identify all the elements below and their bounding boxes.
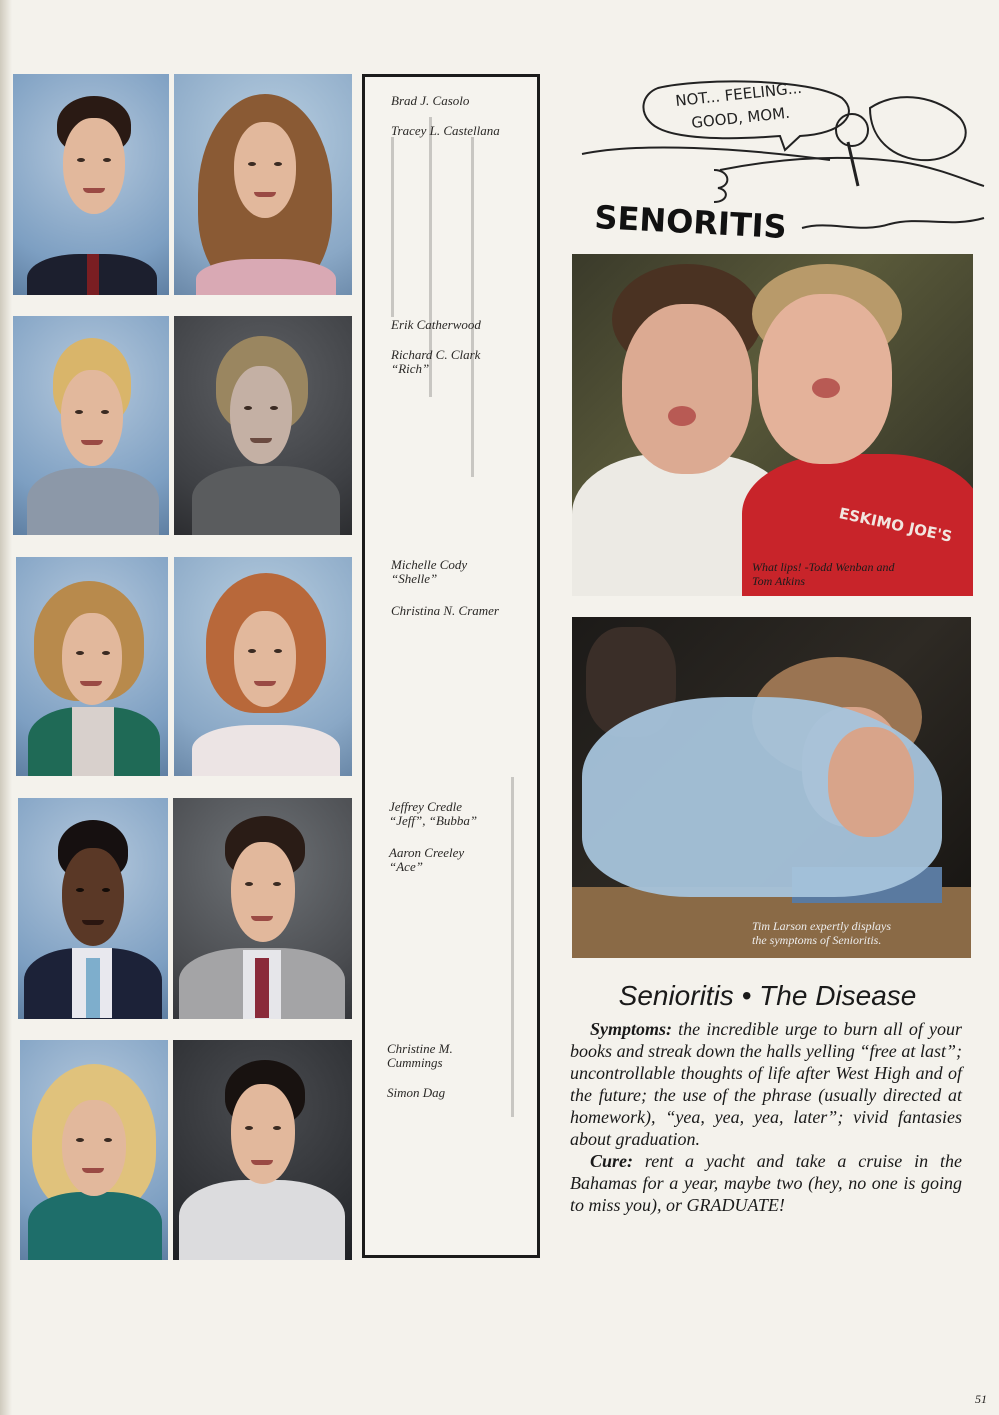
name-simon-dag: Simon Dag bbox=[387, 1085, 446, 1100]
cartoon-drawing bbox=[580, 78, 992, 248]
portrait-richard-clark bbox=[174, 316, 352, 535]
photo-caption-line2: the symptoms of Senioritis. bbox=[752, 933, 882, 947]
symptoms-paragraph bbox=[570, 1018, 962, 1150]
nickname-aaron-creeley: “Ace” bbox=[389, 859, 423, 874]
page-number: 51 bbox=[975, 1392, 987, 1406]
nickname-richard-clark: “Rich” bbox=[391, 361, 430, 376]
symptoms-text: the incredible urge to burn all of your books and streak down the halls yelling “free at last”; uncontrollable thoughts of life after West High and of the future; the use of the phrase (usually directed at homework), “yea, yea, yea, later”; vivid fantasies about graduation. bbox=[570, 1019, 962, 1149]
name-jeffrey-credle: Jeffrey Credle bbox=[389, 799, 463, 814]
page-gutter-shadow bbox=[0, 0, 12, 1415]
portrait-christina-cramer bbox=[174, 557, 352, 776]
nickname-michelle-cody: “Shelle” bbox=[391, 571, 438, 586]
article-body bbox=[570, 1018, 962, 1216]
photo-tim-larson bbox=[572, 617, 971, 958]
article-title: Senioritis • The Disease bbox=[618, 980, 917, 1011]
senioritis-cartoon bbox=[580, 78, 992, 248]
person-left-face bbox=[622, 304, 752, 474]
sleeping-boy-face-front bbox=[828, 727, 914, 837]
portrait-jeffrey-credle bbox=[18, 798, 168, 1019]
feet bbox=[714, 170, 727, 202]
nickname-jeffrey-credle: “Jeff”, “Bubba” bbox=[389, 813, 478, 828]
portrait-christine-cummings bbox=[20, 1040, 168, 1260]
name-erik-catherwood: Erik Catherwood bbox=[391, 317, 481, 332]
photo-caption-line1: Tim Larson expertly displays bbox=[752, 919, 892, 933]
portrait-tracey-castellana bbox=[174, 74, 352, 295]
photo-caption-line1: What lips! -Todd Wenban and bbox=[752, 560, 895, 574]
senoritis-label: SENORITIS bbox=[593, 198, 788, 247]
divider-line bbox=[391, 137, 394, 317]
speech-line-1: NOT... FEELING... bbox=[674, 78, 803, 110]
cure-label: Cure: bbox=[590, 1151, 634, 1171]
pucker-right bbox=[812, 378, 840, 398]
portrait-brad-casolo bbox=[13, 74, 169, 295]
symptoms-label: Symptoms: bbox=[590, 1019, 673, 1039]
name-aaron-creeley: Aaron Creeley bbox=[389, 845, 465, 860]
shirt-logo: ESKIMO JOE'S bbox=[837, 504, 954, 546]
name-richard-clark: Richard C. Clark bbox=[391, 347, 481, 362]
name-christine-cummings: Christine M. bbox=[387, 1041, 453, 1056]
pucker-left bbox=[668, 406, 696, 426]
photo-what-lips bbox=[572, 254, 973, 596]
name-brad-casolo: Brad J. Casolo bbox=[391, 93, 470, 108]
portrait-michelle-cody bbox=[16, 557, 168, 776]
name-christina-cramer: Christina N. Cramer bbox=[391, 603, 499, 618]
portrait-aaron-creeley bbox=[173, 798, 352, 1019]
thermometer bbox=[848, 142, 858, 186]
speech-line-2: GOOD, MOM. bbox=[690, 103, 791, 132]
name-tracey-castellana: Tracey L. Castellana bbox=[391, 123, 500, 138]
cure-paragraph bbox=[570, 1150, 962, 1216]
name-michelle-cody: Michelle Cody bbox=[391, 557, 468, 572]
cure-text: rent a yacht and take a cruise in the Bahamas for a year, maybe two (hey, no one is going to miss you), or GRADUATE! bbox=[570, 1151, 962, 1215]
portrait-simon-dag bbox=[173, 1040, 352, 1260]
pillow bbox=[870, 97, 966, 160]
photo-caption-line2: Tom Atkins bbox=[752, 574, 806, 588]
divider-line bbox=[471, 137, 474, 477]
bed-line bbox=[582, 147, 830, 160]
portrait-erik-catherwood bbox=[13, 316, 169, 535]
sick-face bbox=[836, 114, 868, 146]
label-squiggle bbox=[802, 218, 984, 228]
name-christine-cummings-line2: Cummings bbox=[387, 1055, 443, 1070]
names-panel bbox=[362, 74, 540, 1258]
divider-line bbox=[511, 777, 514, 1117]
